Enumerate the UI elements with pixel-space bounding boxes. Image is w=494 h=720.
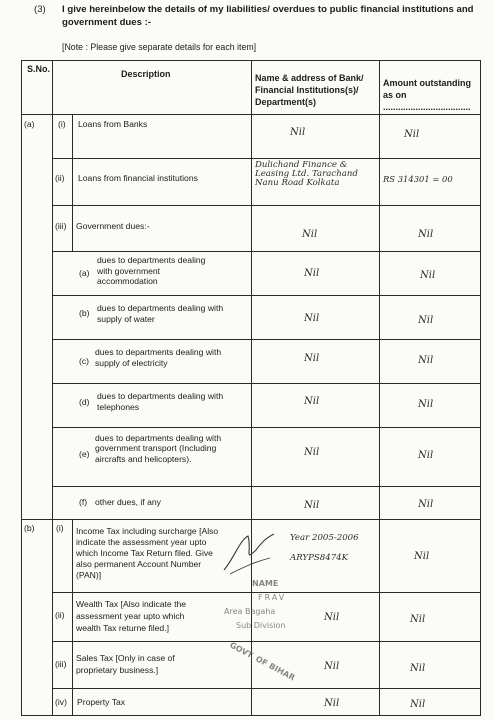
row-amount-value: Nil bbox=[380, 206, 481, 252]
row-description: Income Tax including surcharge [Also indicate the assessment year upto which Income Tax Return filed. Give also permanent Account Number (PAN)] bbox=[73, 519, 252, 592]
header-amount: Amount outstanding as on ................................... bbox=[380, 61, 481, 115]
row-amount-value: Nil bbox=[380, 340, 481, 384]
table-row bbox=[22, 115, 481, 159]
row-description: Sales Tax [Only in case of proprietary business.] bbox=[73, 641, 252, 688]
row-bank-value: Nil bbox=[252, 296, 380, 340]
table-row bbox=[22, 688, 481, 715]
row-description: (f) other dues, if any bbox=[53, 486, 252, 519]
note-text: [Note : Please give separate details for each item] bbox=[62, 42, 257, 52]
row-amount-value: Nil bbox=[380, 427, 481, 486]
row-bank-value: Nil bbox=[252, 340, 380, 384]
row-amount-value: Nil bbox=[380, 384, 481, 427]
row-bank-value: Nil bbox=[252, 384, 380, 427]
row-number: (iii) bbox=[53, 206, 73, 252]
row-number: (iv) bbox=[53, 688, 73, 715]
row-number: (i) bbox=[53, 519, 73, 592]
item-number: (3) bbox=[34, 4, 46, 15]
row-description: Government dues:- bbox=[73, 206, 252, 252]
row-amount-value: Nil bbox=[380, 252, 481, 296]
row-description: (c) dues to departments dealing with supply of electricity bbox=[53, 340, 252, 384]
row-number: (ii) bbox=[53, 159, 73, 206]
table-row bbox=[22, 206, 481, 252]
table-row bbox=[22, 340, 481, 384]
row-description: (b) dues to departments dealing with supply of water bbox=[53, 296, 252, 340]
row-bank-value: Nil bbox=[252, 427, 380, 486]
header-description: Description bbox=[53, 61, 252, 115]
header-sno: S.No. bbox=[22, 61, 53, 115]
table-row bbox=[22, 384, 481, 427]
row-description: (a) dues to departments dealing with government accommodation bbox=[53, 252, 252, 296]
row-description: (e) dues to departments dealing with government transport (Including aircrafts and helicopters). bbox=[53, 427, 252, 486]
row-amount-value: Nil bbox=[380, 688, 481, 715]
row-bank-value: Nil bbox=[252, 115, 380, 159]
table-header-row bbox=[22, 61, 481, 115]
row-description: (d) dues to departments dealing with telephones bbox=[53, 384, 252, 427]
row-amount-value: Nil bbox=[380, 486, 481, 519]
row-number: (ii) bbox=[53, 592, 73, 641]
row-amount-value: Nil bbox=[380, 115, 481, 159]
row-amount-value: Nil bbox=[380, 519, 481, 592]
intro-text-line2: government dues :- bbox=[62, 17, 152, 28]
row-description: Loans from financial institutions bbox=[73, 159, 252, 206]
row-number: (iii) bbox=[53, 641, 73, 688]
table-row bbox=[22, 296, 481, 340]
row-bank-value: Nil bbox=[252, 206, 380, 252]
table-row bbox=[22, 252, 481, 296]
row-amount-value: Nil bbox=[380, 592, 481, 641]
intro-text-line1: I give hereinbelow the details of my liabilities/ overdues to public financial institutions and bbox=[62, 4, 474, 15]
table-row bbox=[22, 159, 481, 206]
section-a-cell: (a) bbox=[22, 115, 53, 520]
row-description: Wealth Tax [Also indicate the assessment year upto which wealth Tax returne filed.] bbox=[73, 592, 252, 641]
row-amount-value: Nil bbox=[380, 641, 481, 688]
row-description: Loans from Banks bbox=[73, 115, 252, 159]
row-bank-value: Nil bbox=[252, 252, 380, 296]
row-amount-value: Nil bbox=[380, 296, 481, 340]
table-row bbox=[22, 486, 481, 519]
row-bank-value: Nil bbox=[252, 688, 380, 715]
row-amount-value: RS 314301 = 00 bbox=[380, 159, 481, 206]
row-description: Property Tax bbox=[73, 688, 252, 715]
header-bank: Name & address of Bank/ Financial Institutions(s)/ Department(s) bbox=[252, 61, 380, 115]
row-bank-value: Nil bbox=[252, 641, 380, 688]
row-bank-value: Nil bbox=[252, 486, 380, 519]
official-stamp: NAME FRAV Area Bagaha Sub Division GOVT. OF BIHAR bbox=[224, 579, 297, 683]
row-bank-value: Dulichand Finance & Leasing Ltd. Tarachand Nanu Road Kolkata bbox=[252, 159, 380, 206]
section-b-cell: (b) bbox=[22, 519, 53, 715]
table-row bbox=[22, 427, 481, 486]
row-number: (i) bbox=[53, 115, 73, 159]
signature-scribble bbox=[220, 528, 280, 578]
row-bank-value: Year 2005-2006 ARYPS8474K bbox=[252, 519, 380, 592]
row-bank-value: Nil bbox=[252, 592, 380, 641]
